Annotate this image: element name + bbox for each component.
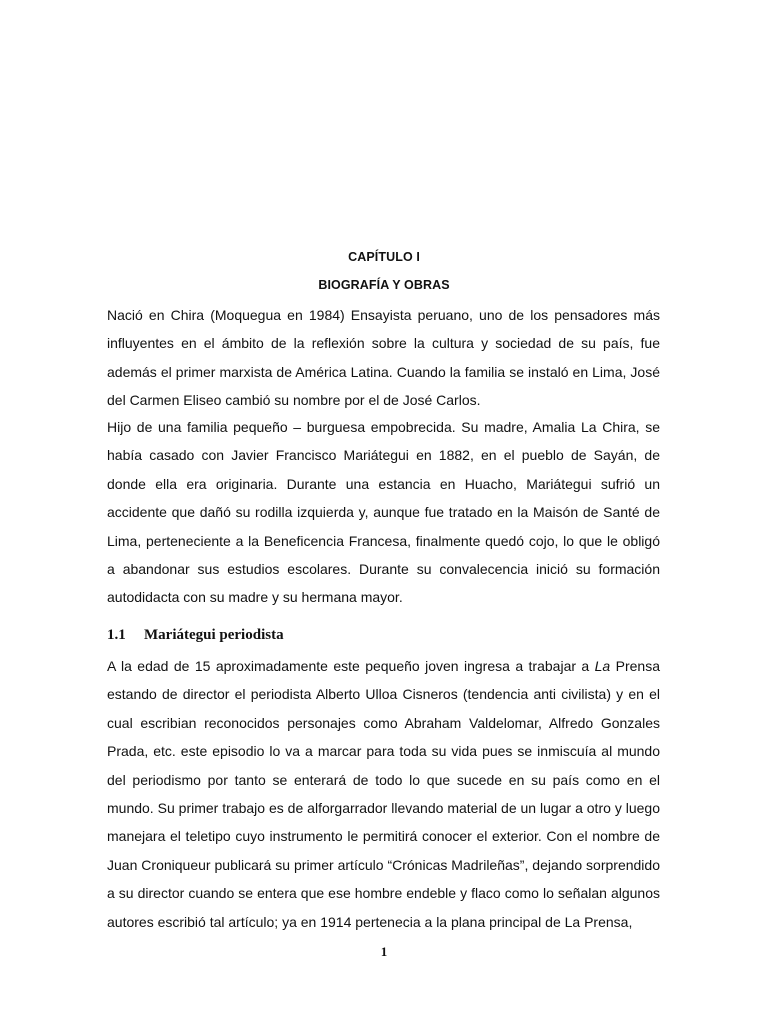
paragraph-text-rest: Prensa estando de director el periodista Alberto Ulloa Cisneros (tendencia anti civilista) y en el cual escribian reconocidos personajes como Abraham Valdelomar, Alfredo Gonzales Prada, etc. este episodio lo va a marcar para toda su vida pues se inmiscuía al mundo del periodismo por tanto se enterará de todo lo que sucede en su país como en el mundo. Su primer trabajo es de alforgarrador llevando material de un lugar a otro y luego manejara el teletipo cuyo instrumento le permitirá conocer el exterior. Con el nombre de Juan Croniqueur publicará su primer artículo “Crónicas Madrileñas”, dejando sorprendido a su director cuando se entera que ese hombre endeble y flaco como lo señalan algunos autores escribió tal artículo; ya en 1914 pertenecia a la plana principal de La Prensa, <box>107 658 660 930</box>
paragraph-text: Nació en Chira (Moquegua en 1984) Ensayista peruano, uno de los pensadores más influyentes en el ámbito de la reflexión sobre la cultura y sociedad de su país, fue además el primer marxista de América Latina. Cuando la familia se instaló en Lima, José del Carmen Eliseo cambió su nombre por el de José Carlos. <box>107 307 660 409</box>
paragraph-journalism <box>107 652 660 936</box>
paragraph-text <box>107 652 660 936</box>
page-number: 1 <box>380 944 388 959</box>
newspaper-name-italic: La <box>594 658 611 674</box>
paragraph-birth <box>107 301 660 415</box>
paragraph-text-start: A la edad de 15 aproximadamente este pequeño joven ingresa a trabajar a <box>107 658 595 674</box>
paragraph-family <box>107 413 660 612</box>
section-title: Mariátegui periodista <box>144 627 284 643</box>
section-number: 1.1 <box>107 627 126 643</box>
chapter-title: BIOGRAFÍA Y OBRAS <box>318 278 450 292</box>
chapter-label: CAPÍTULO I <box>348 250 420 264</box>
section-heading <box>107 627 284 644</box>
paragraph-text: Hijo de una familia pequeño – burguesa empobrecida. Su madre, Amalia La Chira, se había casado con Javier Francisco Mariátegui en 1882, en el pueblo de Sayán, de donde ella era originaria. Durante una estancia en Huacho, Mariátegui sufrió un accidente que dañó su rodilla izquierda y, aunque fue tratado en la Maisón de Santé de Lima, perteneciente a la Beneficencia Francesa, finalmente quedó cojo, lo que le obligó a abandonar sus estudios escolares. Durante su convalecencia inició su formación autodidacta con su madre y su hermana mayor. <box>107 419 660 606</box>
